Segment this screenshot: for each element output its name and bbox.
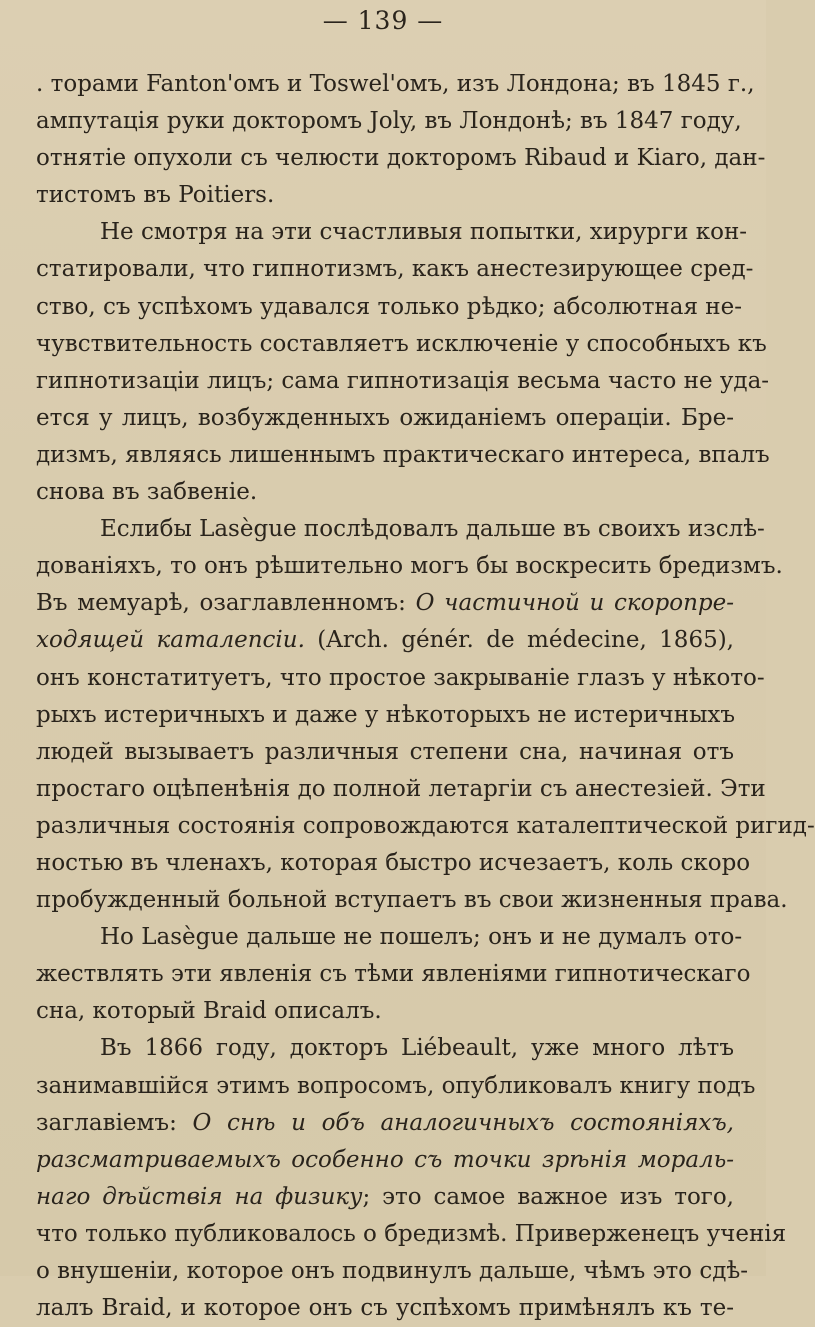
text-line	[36, 1179, 734, 1216]
italic-title-text: ходящей каталепсіи.	[36, 627, 305, 654]
page-number: — 139 —	[322, 6, 444, 35]
text-span: дизмъ, являясь лишеннымъ практическаго интереса, впалъ	[36, 441, 770, 468]
text-line	[36, 474, 734, 511]
italic-title-text: разсматриваемыхъ особенно съ точки зрѣнія мораль-	[36, 1146, 734, 1173]
text-span: пробужденный больной вступаетъ въ свои жизненныя права.	[36, 887, 788, 914]
text-span: о внушеніи, которое онъ подвинулъ дальше, чѣмъ это сдѣ-	[36, 1258, 749, 1284]
text-span: тистомъ въ Poitiers.	[36, 182, 275, 209]
text-span: онъ констатитуетъ, что простое закрываніе глазъ у нѣкото-	[36, 664, 765, 691]
italic-title-text: О снѣ и объ аналогичныхъ состояніяхъ,	[192, 1109, 734, 1136]
text-line	[36, 548, 783, 585]
text-span: . торами Fanton'омъ и Toswel'омъ, изъ Лондона; въ 1845 г.,	[36, 71, 755, 97]
text-span: снова въ забвеніе.	[36, 479, 258, 506]
text-span: Но Lasègue дальше не пошелъ; онъ и не думалъ ото-	[100, 924, 743, 951]
text-line	[36, 103, 742, 140]
text-span: занимавшійся этимъ вопросомъ, опубликовалъ книгу подъ	[36, 1072, 756, 1099]
italic-title-text: наго дѣйствія на физику	[36, 1183, 363, 1210]
text-line	[36, 771, 766, 808]
text-span: Не смотря на эти счастливыя попытки, хирурги кон-	[100, 219, 748, 246]
text-line	[36, 1105, 734, 1142]
text-line	[36, 511, 765, 548]
text-line	[36, 251, 754, 288]
text-line	[36, 289, 742, 326]
text-line	[36, 882, 788, 919]
text-span: отнятіе опухоли съ челюсти докторомъ Ribaud и Kiaro, дан-	[36, 145, 766, 172]
text-line	[36, 1253, 749, 1290]
text-line	[36, 919, 743, 956]
text-line	[36, 1290, 734, 1327]
text-span: ностью въ членахъ, которая быстро исчезаетъ, коль скоро	[36, 849, 751, 876]
text-span: людей вызываетъ различныя степени сна, начиная отъ	[36, 738, 734, 765]
text-line	[36, 214, 748, 251]
text-span: что только публиковалось о бредизмѣ. Приверженецъ ученія	[36, 1220, 787, 1247]
text-span: гипнотизаціи лицъ; сама гипнотизація весьма часто не уда-	[36, 367, 770, 394]
text-span: ампутація руки докторомъ Joly, въ Лондонѣ; въ 1847 году,	[36, 108, 742, 135]
text-span: лалъ Braid, и которое онъ съ успѣхомъ примѣнялъ къ те-	[36, 1295, 734, 1322]
text-span: рыхъ истеричныхъ и даже у нѣкоторыхъ не истеричныхъ	[36, 701, 735, 728]
text-line	[36, 993, 734, 1030]
text-line	[36, 956, 751, 993]
body-text	[36, 66, 815, 1327]
text-line	[36, 177, 734, 214]
text-span: (Arch. génér. de médecine, 1865),	[304, 627, 734, 654]
text-span: простаго оцѣпенѣнія до полной летаргіи съ анестезіей. Эти	[36, 775, 766, 802]
text-line	[36, 585, 734, 622]
text-span: дованіяхъ, то онъ рѣшительно могъ бы воскресить бредизмъ.	[36, 553, 783, 580]
text-span: ство, съ успѣхомъ удавался только рѣдко; абсолютная не-	[36, 293, 742, 320]
text-line	[36, 808, 815, 845]
text-line	[36, 437, 770, 474]
text-line	[36, 326, 767, 363]
text-span: жествлять эти явленія съ тѣми явленіями гипнотическаго	[36, 961, 751, 988]
text-span: заглавіемъ:	[36, 1109, 193, 1136]
text-line	[36, 1068, 756, 1105]
text-line	[36, 845, 751, 882]
text-line	[36, 400, 734, 437]
text-line	[36, 734, 734, 771]
text-span: статировали, что гипнотизмъ, какъ анестезирующее сред-	[36, 256, 754, 283]
text-line	[36, 140, 766, 177]
text-line	[36, 697, 734, 734]
text-line	[36, 660, 765, 697]
text-line	[36, 1216, 787, 1253]
text-span: сна, который Braid описалъ.	[36, 998, 382, 1025]
text-line	[36, 1030, 734, 1067]
text-span: ; это самое важное изъ того,	[362, 1183, 734, 1210]
text-span: различныя состоянія сопровождаются каталептической ригид-	[36, 812, 815, 839]
text-span: Въ мемуарѣ, озаглавленномъ:	[36, 590, 416, 617]
text-span: Еслибы Lasègue послѣдовалъ дальше въ своихъ изслѣ-	[100, 516, 765, 543]
text-line	[36, 622, 734, 659]
text-span: Въ 1866 году, докторъ Liébeault, уже много лѣтъ	[100, 1035, 734, 1062]
text-span: чувствительность составляетъ исключеніе у способныхъ къ	[36, 330, 767, 357]
italic-title-text: О частичной и скоропре-	[415, 590, 735, 617]
text-line	[36, 66, 755, 103]
text-line	[36, 1142, 734, 1179]
text-line	[36, 363, 770, 400]
text-span: ется у лицъ, возбужденныхъ ожиданіемъ операціи. Бре-	[36, 404, 734, 431]
